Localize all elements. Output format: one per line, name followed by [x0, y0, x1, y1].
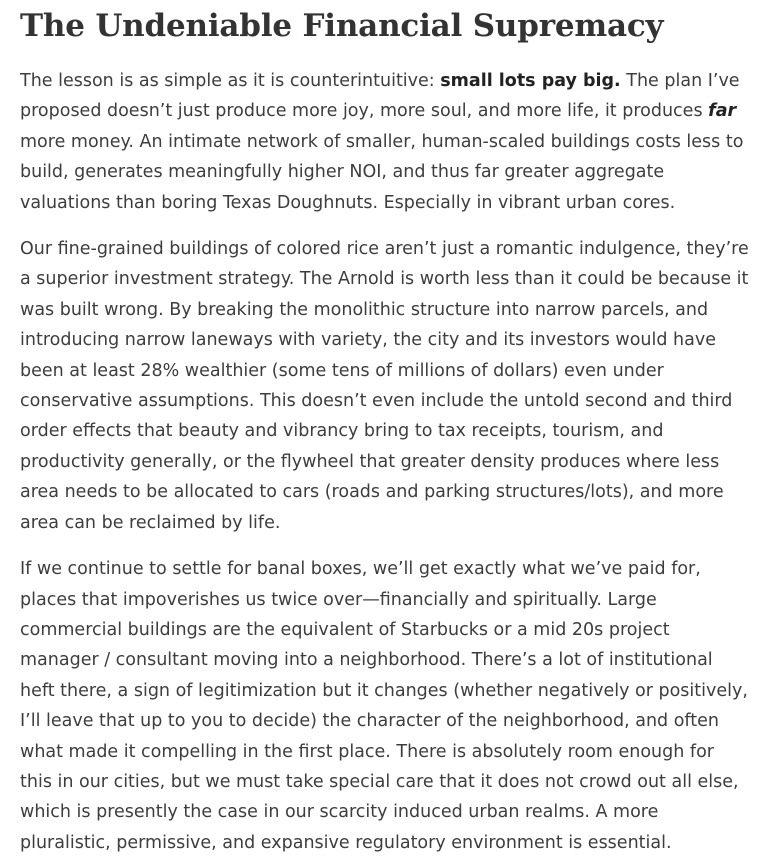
- paragraph-1-text-a: The lesson is as simple as it is counterintuitive:: [20, 71, 441, 91]
- article-heading: The Undeniable Financial Supremacy: [20, 8, 664, 44]
- paragraph-1-text-c: more money. An intimate network of smaller, human-scaled buildings costs less to build, generates meaningfully higher NOI, and thus far greater aggregate valuations than boring Texas Doughnuts. Especially in vibrant urban cores.: [20, 131, 744, 213]
- paragraph-1-emphasis: far: [708, 101, 737, 122]
- paragraph-1-bold-phrase: small lots pay big.: [440, 71, 621, 91]
- article: [0, 4, 771, 858]
- paragraph-3: If we continue to settle for banal boxes, we’ll get exactly what we’ve paid for, places that impoverishes us twice over—financially and spiritually. Large commercial buildings are the equivalent of Starbucks or a mid 20s project manager / consultant moving into a neighborhood. There’s a lot of institutional heft there, a sign of legitimization but it changes (whether negatively or positively, I’ll leave that up to you to decide) the character of the neighborhood, and often what made it compelling in the first place. There is absolutely room enough for this in our cities, but we must take special care that it does not crowd out all else, which is presently the case in our scarcity induced urban realms. A more pluralistic, permissive, and expansive regulatory environment is essential.: [20, 559, 748, 853]
- paragraph-1-text-b: The plan I’ve proposed doesn’t just produce more joy, more soul, and more life, it produces: [20, 71, 740, 122]
- paragraph-2: Our fine-grained buildings of colored rice aren’t just a romantic indulgence, they’re a superior investment strategy. The Arnold is worth less than it could be because it was built wrong. By breaking the monolithic structure into narrow parcels, and introducing narrow laneways with variety, the city and its investors would have been at least 28% wealthier (some tens of millions of dollars) even under conservative assumptions. This doesn’t even include the untold second and third order effects that beauty and vibrancy bring to tax receipts, tourism, and productivity generally, or the flywheel that greater density produces where less area needs to be allocated to cars (roads and parking structures/lots), and more area can be reclaimed by life.: [20, 239, 749, 533]
- paragraph-1: [20, 66, 751, 218]
